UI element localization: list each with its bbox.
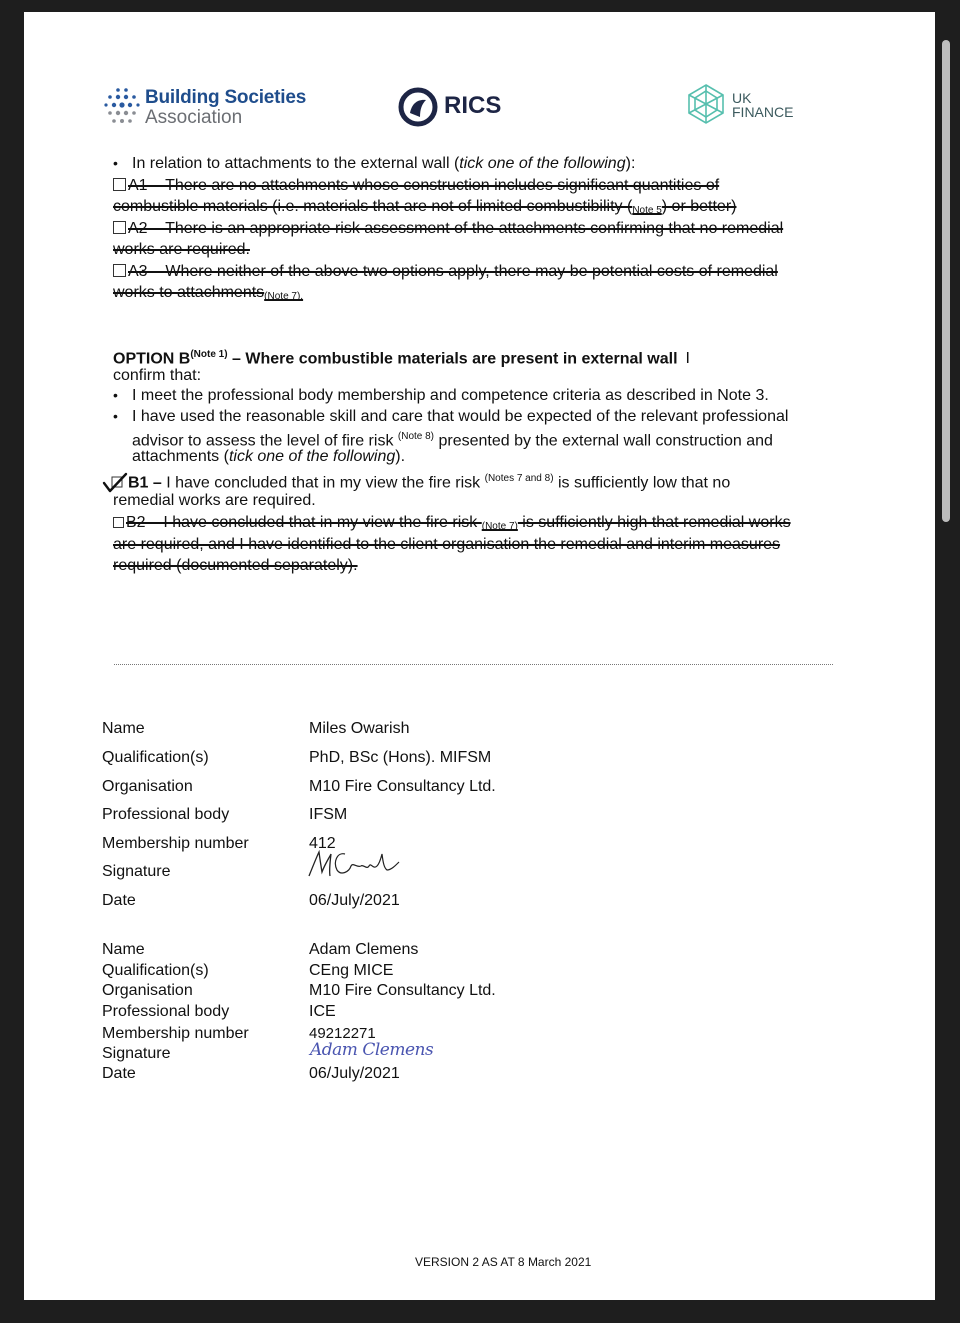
sig2-organisation-label: Organisation (102, 982, 193, 999)
sig1-professional-body-label: Professional body (102, 806, 230, 823)
sig2-name-label: Name (102, 941, 145, 958)
skill-bullet-line3: attachments (tick one of the following). (132, 448, 406, 465)
sig1-organisation-label: Organisation (102, 778, 193, 795)
sig1-handwritten-signature (307, 848, 402, 880)
document-page (24, 12, 935, 1300)
sig1-signature-label: Signature (102, 863, 171, 880)
scrollbar[interactable] (942, 40, 950, 522)
sig2-membership-label: Membership number (102, 1025, 249, 1042)
sig2-professional-body-label: Professional body (102, 1003, 230, 1020)
sig1-membership-value: 412 (309, 835, 336, 852)
sig2-qualifications-label: Qualification(s) (102, 962, 209, 979)
option-b2-line1[interactable]: B2 – I have concluded that in my view the fire risk $_{(Note 7)}$ is sufficiently high that remedial works (113, 513, 791, 537)
sig1-organisation-value: M10 Fire Consultancy Ltd. (309, 778, 496, 795)
option-a1-line1[interactable]: A1 – There are no attachments whose construction includes significant quantities of (113, 176, 719, 196)
attachments-intro: In relation to attachments to the external wall (tick one of the following): (132, 155, 636, 172)
uk-finance-line2: FINANCE (732, 104, 794, 120)
sig2-organisation-value: M10 Fire Consultancy Ltd. (309, 982, 496, 999)
uk-finance-logo-icon (685, 83, 727, 125)
bsa-logo-icon (104, 86, 140, 128)
sig1-name-value: Miles Owarish (309, 720, 410, 737)
bullet-dot: • (113, 387, 118, 403)
bsa-logo-line1: Building Societies (145, 87, 307, 108)
uk-finance-line1: UK (732, 90, 752, 106)
option-b-confirm: confirm that: (113, 367, 202, 384)
sig1-name-label: Name (102, 720, 145, 737)
option-b1-line1[interactable]: B1 – I have concluded that in my view the fire risk $^{(Notes 7 and 8)}$ is sufficiently low that no (128, 473, 731, 492)
sig2-date-label: Date (102, 1065, 136, 1082)
sig1-qualifications-label: Qualification(s) (102, 749, 209, 766)
bullet-dot: • (113, 155, 118, 171)
option-b-heading: OPTION $B^{(Note 1)}$ – Where combustible materials are present in external wall I (113, 349, 690, 368)
option-b1-line2: remedial works are required. (113, 492, 316, 509)
sig1-date-value: 06/July/2021 (309, 892, 400, 909)
uk-finance-logo-text (732, 91, 793, 119)
a2-checkbox[interactable] (113, 221, 126, 234)
bullet-dot: • (113, 408, 118, 424)
option-b2-line3: required (documented separately). (113, 557, 358, 574)
sig2-professional-body-value: ICE (309, 1003, 336, 1020)
a1-checkbox[interactable] (113, 178, 126, 191)
sig2-signature-label: Signature (102, 1045, 171, 1062)
sig2-qualifications-value: CEng MICE (309, 962, 394, 979)
sig2-name-value: Adam Clemens (309, 941, 419, 958)
footer-version: VERSION 2 AS AT 8 March 2021 (415, 1255, 592, 1269)
sig2-date-value: 06/July/2021 (309, 1065, 400, 1082)
option-a3-line2: works to attachments$_{(Note 7).}$ (113, 284, 304, 302)
bsa-logo-line2: Association (145, 107, 243, 128)
option-b2-line2: are required, and I have identified to the client organisation the remedial and interim measures (113, 536, 781, 553)
option-a2-line2: works are required. (113, 241, 250, 258)
b2-checkbox[interactable] (113, 517, 124, 528)
rics-logo-text: RICS (444, 92, 502, 119)
sig1-date-label: Date (102, 892, 136, 909)
skill-bullet-line2: advisor to assess the level of fire risk $^{(Note 8)}$ presented by the external wall construction and (132, 431, 773, 450)
sig1-professional-body-value: IFSM (309, 806, 348, 823)
option-a3-line1[interactable]: A3 – Where neither of the above two options apply, there may be potential costs of remedial (113, 262, 778, 282)
competence-bullet: I meet the professional body membership and competence criteria as described in Note 3. (132, 387, 769, 404)
option-a2-line1[interactable]: A2 – There is an appropriate risk assessment of the attachments confirming that no remedial (113, 219, 783, 239)
section-divider (114, 664, 833, 665)
sig1-membership-label: Membership number (102, 835, 249, 852)
sig1-qualifications-value: PhD, BSc (Hons). MIFSM (309, 749, 492, 766)
sig2-membership-value: 49212271 (309, 1025, 376, 1042)
skill-bullet-line1: I have used the reasonable skill and care that would be expected of the relevant professional (132, 408, 789, 425)
a3-checkbox[interactable] (113, 264, 126, 277)
sig2-handwritten-signature: Adam Clemens (310, 1040, 434, 1060)
option-a1-line2: combustible materials (i.e. materials that are not of limited combustibility $(_{Note 5})$ or better) (113, 198, 737, 216)
rics-lion-icon (398, 87, 438, 127)
